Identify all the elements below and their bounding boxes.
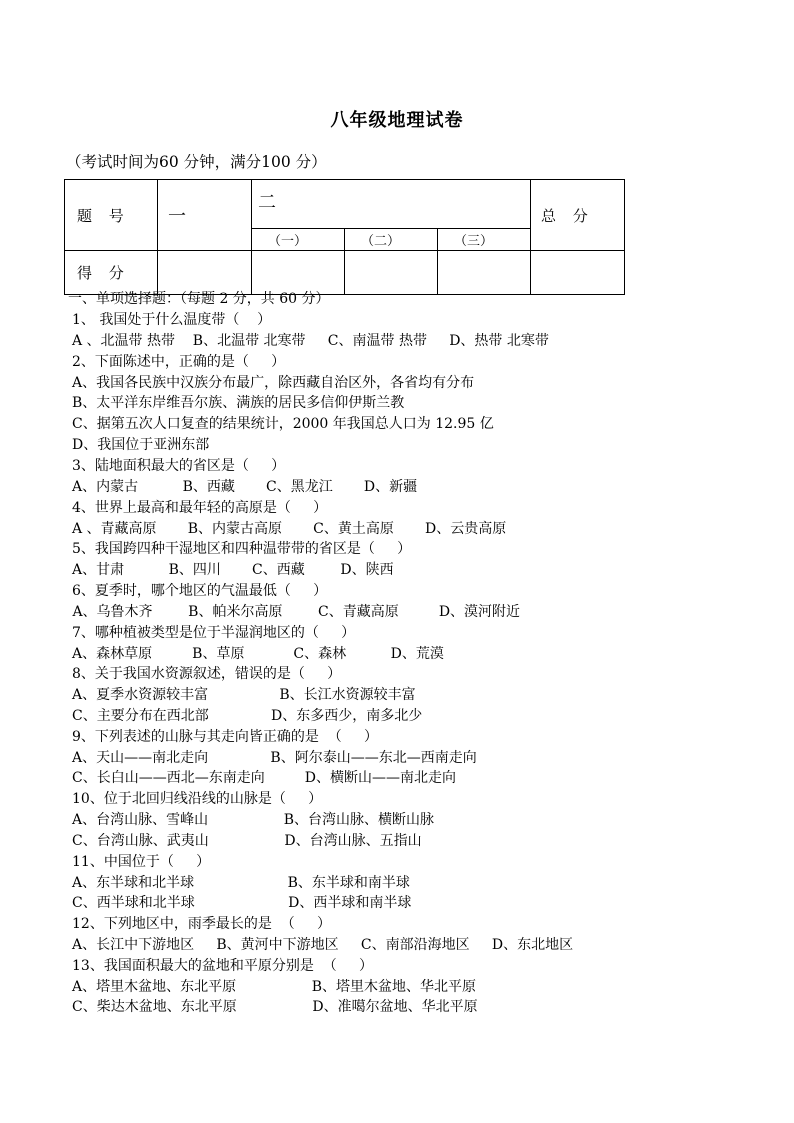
question-number-label: 题 号	[65, 180, 158, 251]
total-score-header: 总 分	[531, 180, 625, 251]
question-line: A、我国各民族中汉族分布最广，除西藏自治区外，各省均有分布	[72, 375, 475, 391]
question-line: 9、下列表述的山脉与其走向皆正确的是 （ ）	[72, 729, 379, 745]
score-cell-two-b[interactable]	[345, 251, 438, 295]
question-line: B、太平洋东岸维吾尔族、满族的居民多信仰伊斯兰教	[72, 395, 405, 411]
question-line: A 、北温带 热带 B、北温带 北寒带 C、南温带 热带 D、热带 北寒带	[72, 333, 549, 349]
question-line: 8、关于我国水资源叙述，错误的是（ ）	[72, 666, 342, 682]
question-line: A、台湾山脉、雪峰山 B、台湾山脉、横断山脉	[72, 812, 435, 828]
question-line: C、长白山——西北—东南走向 D、横断山——南北走向	[72, 770, 456, 786]
question-line: A、天山——南北走向 B、阿尔泰山——东北—西南走向	[72, 750, 477, 766]
question-line: A 、青藏高原 B、内蒙古高原 C、黄土高原 D、云贵高原	[72, 521, 507, 537]
sub-part-three: （三）	[438, 229, 531, 251]
score-table	[64, 179, 625, 295]
question-line: 3、陆地面积最大的省区是（ ）	[72, 458, 286, 474]
score-cell-two-a[interactable]	[252, 251, 345, 295]
question-line: A、内蒙古 B、西藏 C、黑龙江 D、新疆	[72, 479, 418, 495]
question-line: A、甘肃 B、四川 C、西藏 D、陕西	[72, 562, 394, 578]
question-line: 4、世界上最高和最年轻的高原是（ ）	[72, 500, 328, 516]
question-line: C、主要分布在西北部 D、东多西少，南多北少	[72, 708, 423, 724]
question-line: A、长江中下游地区 B、黄河中下游地区 C、南部沿海地区 D、东北地区	[72, 937, 574, 953]
question-line: A、乌鲁木齐 B、帕米尔高原 C、青藏高原 D、漠河附近	[68, 604, 521, 620]
question-line: 5、我国跨四种干湿地区和四种温带带的省区是（ ）	[72, 541, 412, 557]
sub-part-two: （二）	[345, 229, 438, 251]
question-line: 11、中国位于（ ）	[72, 854, 211, 870]
exam-info: （考试时间为60 分钟，满分100 分）	[66, 153, 327, 171]
part-two-header: 二	[252, 180, 531, 229]
question-line: C、西半球和北半球 D、西半球和南半球	[72, 895, 412, 911]
question-line: 13、我国面积最大的盆地和平原分别是 （ ）	[72, 958, 373, 974]
question-line: 1、 我国处于什么温度带（ ）	[72, 312, 272, 328]
score-cell-two-c[interactable]	[438, 251, 531, 295]
question-line: 6、夏季时，哪个地区的气温最低（ ）	[72, 583, 328, 599]
question-line: 7、哪种植被类型是位于半湿润地区的（ ）	[72, 625, 356, 641]
score-label: 得 分	[65, 251, 158, 295]
question-line: C、据第五次人口复查的结果统计，2000 年我国总人口为 12.95 亿	[72, 416, 494, 432]
question-line: C、柴达木盆地、东北平原 D、准噶尔盆地、华北平原	[72, 999, 478, 1015]
score-cell-one[interactable]	[158, 251, 252, 295]
part-one-header: 一	[158, 180, 252, 251]
question-line: 10、位于北回归线沿线的山脉是（ ）	[72, 791, 323, 807]
question-line: 2、下面陈述中，正确的是（ ）	[72, 354, 286, 370]
question-line: A、塔里木盆地、东北平原 B、塔里木盆地、华北平原	[72, 979, 477, 995]
page-title: 八年级地理试卷	[330, 110, 464, 131]
question-line: A、夏季水资源较丰富 B、长江水资源较丰富	[72, 687, 416, 703]
question-line: 12、下列地区中，雨季最长的是 （ ）	[72, 916, 331, 932]
sub-part-one: （一）	[252, 229, 345, 251]
question-line: A、东半球和北半球 B、东半球和南半球	[72, 875, 410, 891]
section-heading: 一、单项选择题：（每题 2 分，共 60 分）	[68, 291, 330, 307]
question-line: C、台湾山脉、武夷山 D、台湾山脉、五指山	[72, 833, 422, 849]
question-line: A、森林草原 B、草原 C、森林 D、荒漠	[72, 646, 444, 662]
question-line: D、我国位于亚洲东部	[72, 437, 210, 453]
score-cell-total[interactable]	[531, 251, 625, 295]
